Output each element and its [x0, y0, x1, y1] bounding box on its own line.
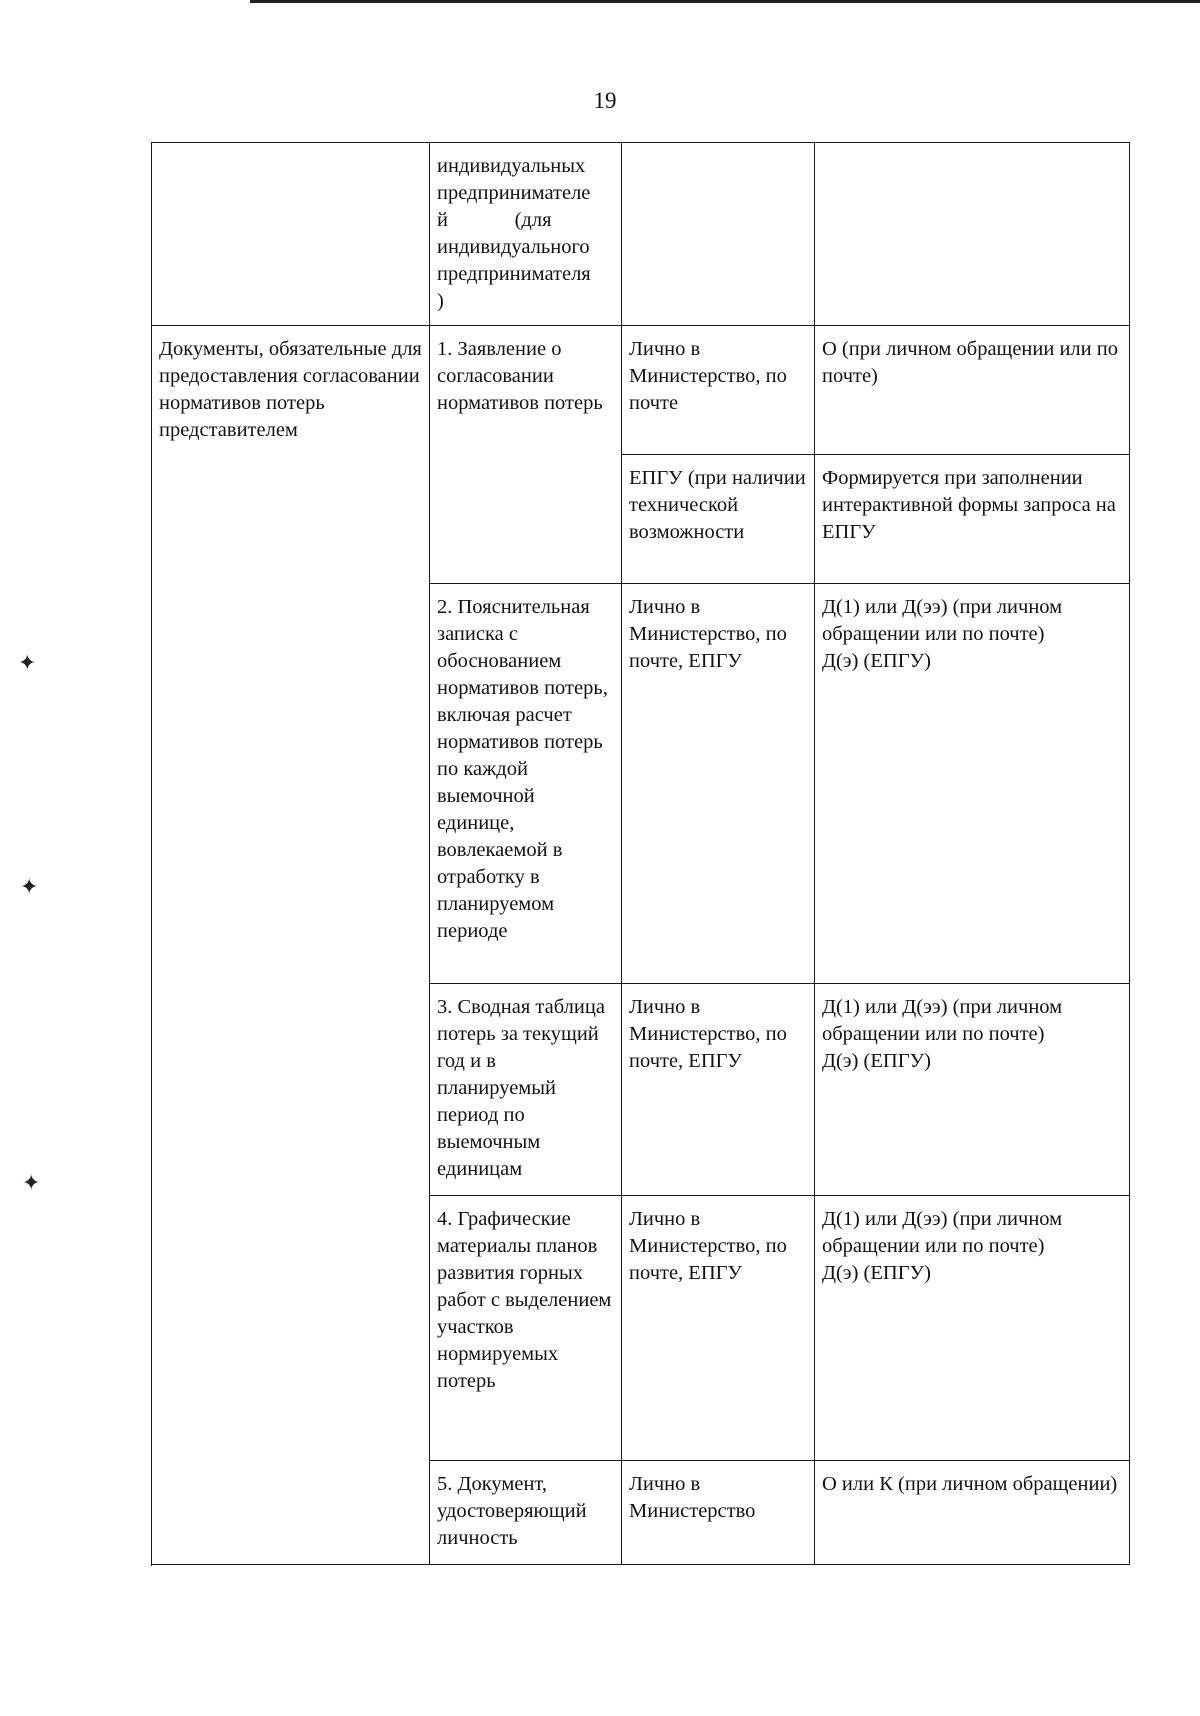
cell-text-line: Д(э) (ЕПГУ) — [822, 1050, 931, 1072]
form-cell — [815, 584, 1130, 984]
method-cell: Лично в Министерство, по почте, ЕПГУ — [622, 1196, 815, 1461]
document-cell: 4. Графические материалы планов развития горных работ с выделением участков нормируемых потерь — [430, 1196, 622, 1461]
page-number: 19 — [593, 88, 617, 113]
cell-text-line: Д(1) или Д(ээ) (при личном обращении или по почте) — [822, 1208, 1063, 1257]
cell-text-line: предпринимателе — [437, 182, 591, 204]
requirements-table — [151, 142, 1130, 1565]
scan-top-edge-line — [250, 0, 1200, 3]
table-row — [152, 143, 1130, 326]
cell-text-line: предпринимателя — [437, 263, 591, 285]
method-cell: Лично в Министерство, по почте, ЕПГУ — [622, 584, 815, 984]
form-cell — [815, 984, 1130, 1196]
document-cell: 1. Заявление о согласовании нормативов потерь — [430, 326, 622, 584]
scan-speck: ✦ — [18, 650, 37, 675]
cell-text-line: индивидуальных — [437, 155, 586, 177]
scan-speck: ✦ — [20, 874, 39, 899]
cell-text-line: Д(1) или Д(ээ) (при личном обращении или по почте) — [822, 596, 1063, 645]
form-cell: О или К (при личном обращении) — [815, 1461, 1130, 1565]
method-cell-empty — [622, 143, 815, 326]
category-cell-empty — [152, 143, 430, 326]
document-cell — [430, 143, 622, 326]
method-cell: Лично в Министерство, по почте — [622, 326, 815, 455]
method-cell: Лично в Министерство — [622, 1461, 815, 1565]
method-cell: ЕПГУ (при наличии технической возможности — [622, 455, 815, 584]
scan-speck: ✦ — [22, 1170, 41, 1195]
cell-text-line: Д(э) (ЕПГУ) — [822, 650, 931, 672]
cell-text-line: Д(э) (ЕПГУ) — [822, 1262, 931, 1284]
cell-text-line: й (для — [437, 209, 552, 231]
form-cell: Формируется при заполнении интерактивной формы запроса на ЕПГУ — [815, 455, 1130, 584]
document-cell: 3. Сводная таблица потерь за текущий год и в планируемый период по выемочным единицам — [430, 984, 622, 1196]
form-cell-empty — [815, 143, 1130, 326]
table-row — [152, 326, 1130, 455]
document-cell: 5. Документ, удостоверяющий личность — [430, 1461, 622, 1565]
category-cell: Документы, обязательные для предоставления согласовании нормативов потерь представителем — [152, 326, 430, 1565]
document-cell: 2. Пояснительная записка с обоснованием нормативов потерь, включая расчет нормативов потерь по каждой выемочной единице, вовлекаемой в отработку в планируемом периоде — [430, 584, 622, 984]
cell-text-line: ) — [437, 290, 444, 312]
form-cell: О (при личном обращении или по почте) — [815, 326, 1130, 455]
method-cell: Лично в Министерство, по почте, ЕПГУ — [622, 984, 815, 1196]
cell-text-line: индивидуального — [437, 236, 590, 258]
form-cell — [815, 1196, 1130, 1461]
cell-text-line: Д(1) или Д(ээ) (при личном обращении или по почте) — [822, 996, 1063, 1045]
